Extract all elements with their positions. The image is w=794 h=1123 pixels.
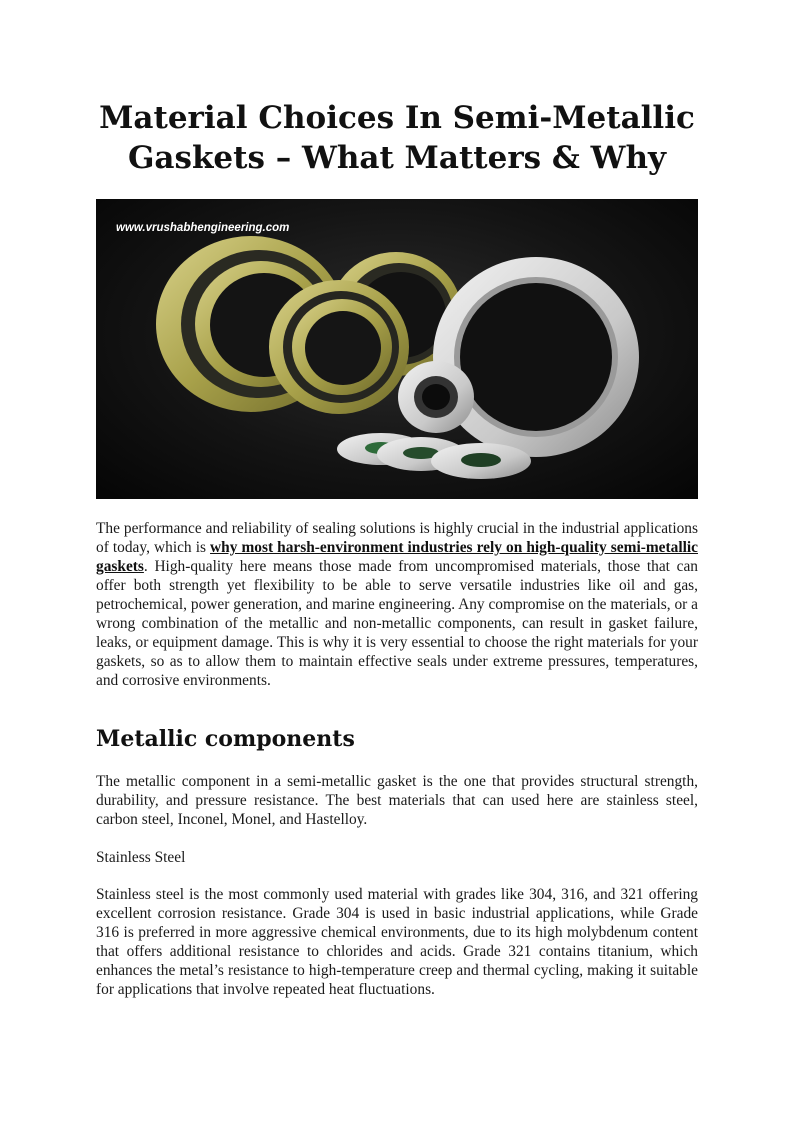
gasket-product-image <box>96 199 698 499</box>
section-heading: Metallic components <box>96 726 355 752</box>
gaskets-link[interactable]: why most harsh-environment industries rely on high-quality semi-metallic gaskets <box>96 539 698 575</box>
gasket-ring-front <box>269 280 409 414</box>
gasket-ring-silver-small <box>398 361 474 433</box>
intro-paragraph <box>96 519 698 690</box>
intro-text-after-link: . High-quality here means those made from uncompromised materials, those that can offer both strength yet flexibility to be able to serve versatile industries like oil and gas, petrochemical, power generation, and marine engineering. Any compromise on the materials, or a wrong combination of the metallic and non-metallic components, can result in gasket failure, leaks, or equipment damage. This is why it is very essential to choose the right materials for your gaskets, so as to allow them to maintain effective seals under extreme pressures, temperatures, and corrosive environments. <box>96 558 698 689</box>
stainless-paragraph: Stainless steel is the most commonly used material with grades like 304, 316, and 321 offering excellent corrosion resistance. Grade 304 is used in basic industrial applications, while Grade 316 is preferred in more aggressive chemical environments, due to its high molybdenum content that offers additional resistance to chlorides and acids. Grade 321 contains titanium, which enhances the metal’s resistance to high-temperature creep and thermal cycling, making it suitable for applications that involve repeated heat fluctuations. <box>96 886 698 998</box>
intro-text-before-link: The performance and reliability of sealing solutions is highly crucial in the industrial applications of today, which is <box>96 520 698 556</box>
gasket-illustration <box>96 199 698 499</box>
metallic-paragraph: The metallic component in a semi-metallic gasket is the one that provides structural strength, durability, and pressure resistance. The best materials that can used here are stainless steel, carbon steel, Inconel, Monel, and Hastelloy. <box>96 773 698 828</box>
gasket-ring-silver-large <box>433 257 639 457</box>
stainless-subheading: Stainless Steel <box>96 849 186 866</box>
document-title: Material Choices In Semi-Metallic Gaskets – What Matters & Why <box>99 100 695 176</box>
watermark-text: www.vrushabhengineering.com <box>116 222 290 234</box>
